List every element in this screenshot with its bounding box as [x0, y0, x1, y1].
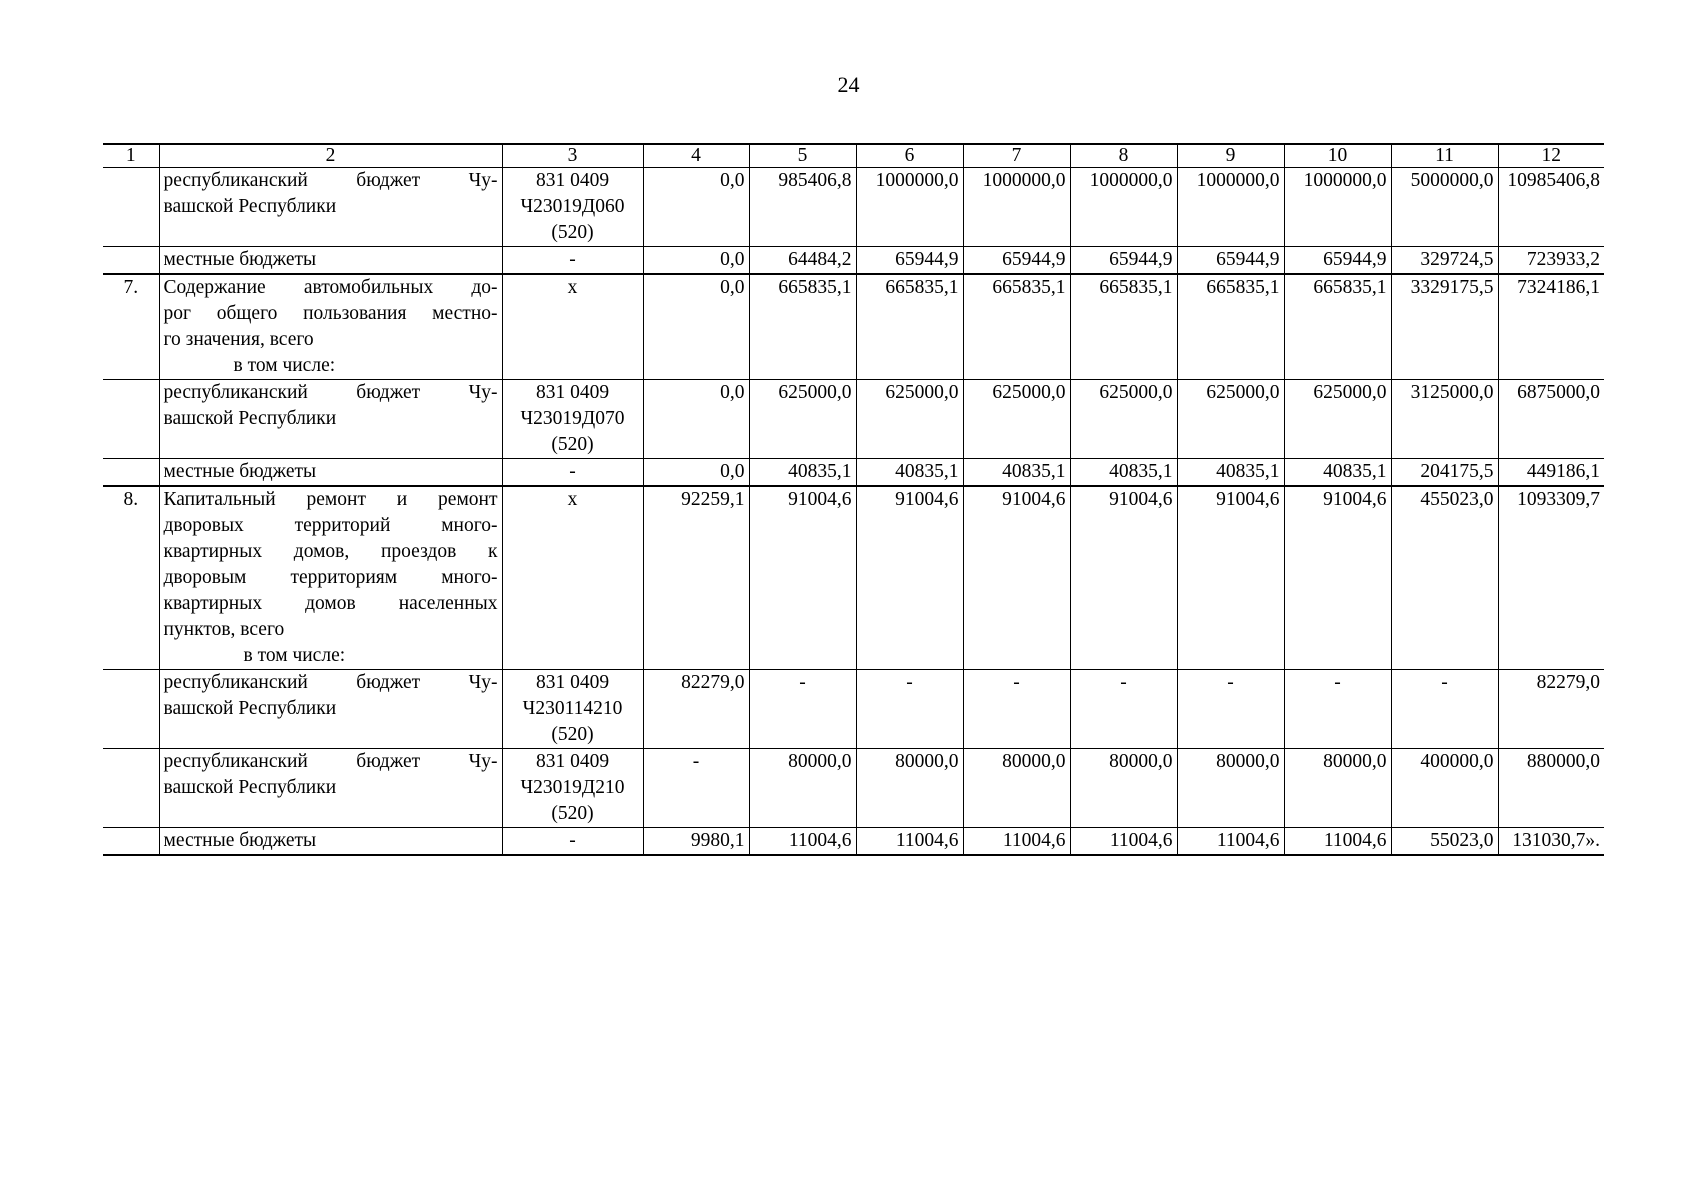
description-line: рог общего пользования местно- — [163, 303, 498, 324]
description-line: республиканский бюджет Чу- — [163, 382, 498, 403]
description-line: республиканский бюджет Чу- — [163, 751, 498, 772]
column-number: 10 — [1284, 144, 1391, 168]
column-number-header-row — [103, 144, 1604, 168]
value-cell: 82279,0 — [643, 670, 749, 749]
value-cell: 665835,1 — [749, 274, 856, 380]
value-cell: - — [1284, 670, 1391, 749]
source-row — [103, 828, 1604, 856]
source-row — [103, 380, 1604, 459]
description-line: го значения, всего — [163, 329, 314, 350]
description-line: местные бюджеты — [163, 830, 317, 851]
value-cell: 6875000,0 — [1498, 380, 1604, 459]
value-cell: 11004,6 — [963, 828, 1070, 856]
value-cell: 625000,0 — [1070, 380, 1177, 459]
value-cell: 9980,1 — [643, 828, 749, 856]
value-cell: - — [643, 749, 749, 828]
value-cell: 55023,0 — [1391, 828, 1498, 856]
item-description — [159, 486, 502, 670]
budget-code-line: 831 0409 — [535, 751, 610, 772]
value-cell: 1000000,0 — [1284, 168, 1391, 247]
budget-code-line: - — [569, 461, 576, 482]
value-cell: 80000,0 — [963, 749, 1070, 828]
budget-code — [502, 828, 643, 856]
budget-code — [502, 749, 643, 828]
value-cell: 64484,2 — [749, 247, 856, 275]
value-cell: 91004,6 — [963, 486, 1070, 670]
item-description — [159, 459, 502, 487]
source-row — [103, 749, 1604, 828]
value-cell: 80000,0 — [1284, 749, 1391, 828]
value-cell: 625000,0 — [749, 380, 856, 459]
including-label: в том числе: — [243, 645, 346, 666]
value-cell: 0,0 — [643, 459, 749, 487]
budget-code — [502, 168, 643, 247]
value-cell: 880000,0 — [1498, 749, 1604, 828]
column-number: 8 — [1070, 144, 1177, 168]
description-line: Капитальный ремонт и ремонт — [163, 489, 498, 510]
budget-code-line: - — [569, 249, 576, 270]
value-cell: 329724,5 — [1391, 247, 1498, 275]
budget-code-line: х — [567, 489, 578, 510]
value-cell: 1000000,0 — [1070, 168, 1177, 247]
budget-table — [103, 143, 1604, 856]
value-cell: 400000,0 — [1391, 749, 1498, 828]
value-cell: 65944,9 — [1070, 247, 1177, 275]
column-number: 2 — [159, 144, 502, 168]
description-line: местные бюджеты — [163, 249, 317, 270]
description-line: республиканский бюджет Чу- — [163, 672, 498, 693]
value-cell: 3125000,0 — [1391, 380, 1498, 459]
item-description — [159, 274, 502, 380]
value-cell: 65944,9 — [963, 247, 1070, 275]
value-cell: - — [963, 670, 1070, 749]
description-line: вашской Республики — [163, 408, 337, 429]
value-cell: 82279,0 — [1498, 670, 1604, 749]
source-row — [103, 168, 1604, 247]
column-number: 3 — [502, 144, 643, 168]
budget-code-line: Ч23019Д070 — [520, 408, 625, 429]
budget-code-line: Ч23019Д060 — [520, 196, 625, 217]
item-number — [103, 670, 159, 749]
budget-code — [502, 274, 643, 380]
budget-code-line: (520) — [551, 803, 594, 824]
value-cell: 11004,6 — [1177, 828, 1284, 856]
budget-code — [502, 459, 643, 487]
value-cell: 92259,1 — [643, 486, 749, 670]
value-cell: 665835,1 — [1070, 274, 1177, 380]
value-cell: 0,0 — [643, 247, 749, 275]
column-number: 12 — [1498, 144, 1604, 168]
value-cell: 625000,0 — [856, 380, 963, 459]
description-line: квартирных домов населенных — [163, 593, 498, 614]
value-cell: 0,0 — [643, 380, 749, 459]
value-cell: 625000,0 — [963, 380, 1070, 459]
page-number: 24 — [837, 72, 860, 97]
column-number: 7 — [963, 144, 1070, 168]
item-number — [103, 459, 159, 487]
item-number — [103, 168, 159, 247]
value-cell: 91004,6 — [856, 486, 963, 670]
value-cell: 665835,1 — [1177, 274, 1284, 380]
value-cell: 11004,6 — [749, 828, 856, 856]
value-cell: 40835,1 — [963, 459, 1070, 487]
description-line: вашской Республики — [163, 698, 337, 719]
description-line: республиканский бюджет Чу- — [163, 170, 498, 191]
item-row — [103, 486, 1604, 670]
budget-code-line: (520) — [551, 724, 594, 745]
value-cell: - — [1177, 670, 1284, 749]
value-cell: 204175,5 — [1391, 459, 1498, 487]
column-number: 1 — [103, 144, 159, 168]
budget-code-line: (520) — [551, 434, 594, 455]
budget-code-line: 831 0409 — [535, 382, 610, 403]
item-number — [103, 828, 159, 856]
value-cell: 65944,9 — [856, 247, 963, 275]
value-cell: 80000,0 — [749, 749, 856, 828]
description-line: вашской Республики — [163, 196, 337, 217]
budget-code-line: 831 0409 — [535, 170, 610, 191]
value-cell: 1000000,0 — [963, 168, 1070, 247]
item-number — [103, 380, 159, 459]
value-cell: 91004,6 — [1177, 486, 1284, 670]
value-cell: 665835,1 — [1284, 274, 1391, 380]
value-cell: 65944,9 — [1177, 247, 1284, 275]
budget-code-line: 831 0409 — [535, 672, 610, 693]
value-cell: 40835,1 — [856, 459, 963, 487]
column-number: 11 — [1391, 144, 1498, 168]
source-row — [103, 459, 1604, 487]
value-cell: 80000,0 — [1070, 749, 1177, 828]
value-cell: 5000000,0 — [1391, 168, 1498, 247]
value-cell: 40835,1 — [1284, 459, 1391, 487]
description-line: Содержание автомобильных до- — [163, 277, 498, 298]
value-cell: 1093309,7 — [1498, 486, 1604, 670]
value-cell: 449186,1 — [1498, 459, 1604, 487]
value-cell: 91004,6 — [1070, 486, 1177, 670]
budget-code-line: х — [567, 277, 578, 298]
value-cell: 665835,1 — [856, 274, 963, 380]
item-description — [159, 670, 502, 749]
item-number — [103, 749, 159, 828]
budget-code — [502, 247, 643, 275]
value-cell: 0,0 — [643, 168, 749, 247]
value-cell: 723933,2 — [1498, 247, 1604, 275]
value-cell: 3329175,5 — [1391, 274, 1498, 380]
value-cell: - — [1070, 670, 1177, 749]
value-cell: 11004,6 — [1284, 828, 1391, 856]
value-cell: 40835,1 — [749, 459, 856, 487]
column-number: 6 — [856, 144, 963, 168]
including-label: в том числе: — [233, 355, 336, 376]
budget-code — [502, 670, 643, 749]
item-description — [159, 380, 502, 459]
value-cell: 1000000,0 — [856, 168, 963, 247]
description-line: вашской Республики — [163, 777, 337, 798]
value-cell: 985406,8 — [749, 168, 856, 247]
value-cell: 91004,6 — [749, 486, 856, 670]
column-number: 9 — [1177, 144, 1284, 168]
column-number: 5 — [749, 144, 856, 168]
item-number — [103, 247, 159, 275]
description-line: пунктов, всего — [163, 619, 285, 640]
value-cell: 455023,0 — [1391, 486, 1498, 670]
value-cell: - — [749, 670, 856, 749]
item-number: 8. — [103, 486, 159, 670]
item-description — [159, 168, 502, 247]
item-row — [103, 274, 1604, 380]
budget-code-line: Ч23019Д210 — [520, 777, 625, 798]
value-cell: 40835,1 — [1177, 459, 1284, 487]
value-cell: 131030,7». — [1498, 828, 1604, 856]
item-description — [159, 247, 502, 275]
description-line: дворовых территорий много- — [163, 515, 498, 536]
budget-code — [502, 380, 643, 459]
budget-code-line: - — [569, 830, 576, 851]
value-cell: 665835,1 — [963, 274, 1070, 380]
value-cell: - — [856, 670, 963, 749]
item-description — [159, 749, 502, 828]
source-row — [103, 247, 1604, 275]
column-number: 4 — [643, 144, 749, 168]
value-cell: - — [1391, 670, 1498, 749]
value-cell: 11004,6 — [1070, 828, 1177, 856]
value-cell: 11004,6 — [856, 828, 963, 856]
budget-code-line: Ч230114210 — [522, 698, 623, 719]
value-cell: 91004,6 — [1284, 486, 1391, 670]
item-number: 7. — [103, 274, 159, 380]
value-cell: 7324186,1 — [1498, 274, 1604, 380]
value-cell: 80000,0 — [1177, 749, 1284, 828]
description-line: дворовым территориям много- — [163, 567, 498, 588]
value-cell: 625000,0 — [1284, 380, 1391, 459]
value-cell: 1000000,0 — [1177, 168, 1284, 247]
description-line: местные бюджеты — [163, 461, 317, 482]
budget-code-line: (520) — [551, 222, 594, 243]
value-cell: 80000,0 — [856, 749, 963, 828]
description-line: квартирных домов, проездов к — [163, 541, 498, 562]
item-description — [159, 828, 502, 856]
value-cell: 10985406,8 — [1498, 168, 1604, 247]
source-row — [103, 670, 1604, 749]
value-cell: 0,0 — [643, 274, 749, 380]
value-cell: 65944,9 — [1284, 247, 1391, 275]
budget-code — [502, 486, 643, 670]
value-cell: 40835,1 — [1070, 459, 1177, 487]
value-cell: 625000,0 — [1177, 380, 1284, 459]
